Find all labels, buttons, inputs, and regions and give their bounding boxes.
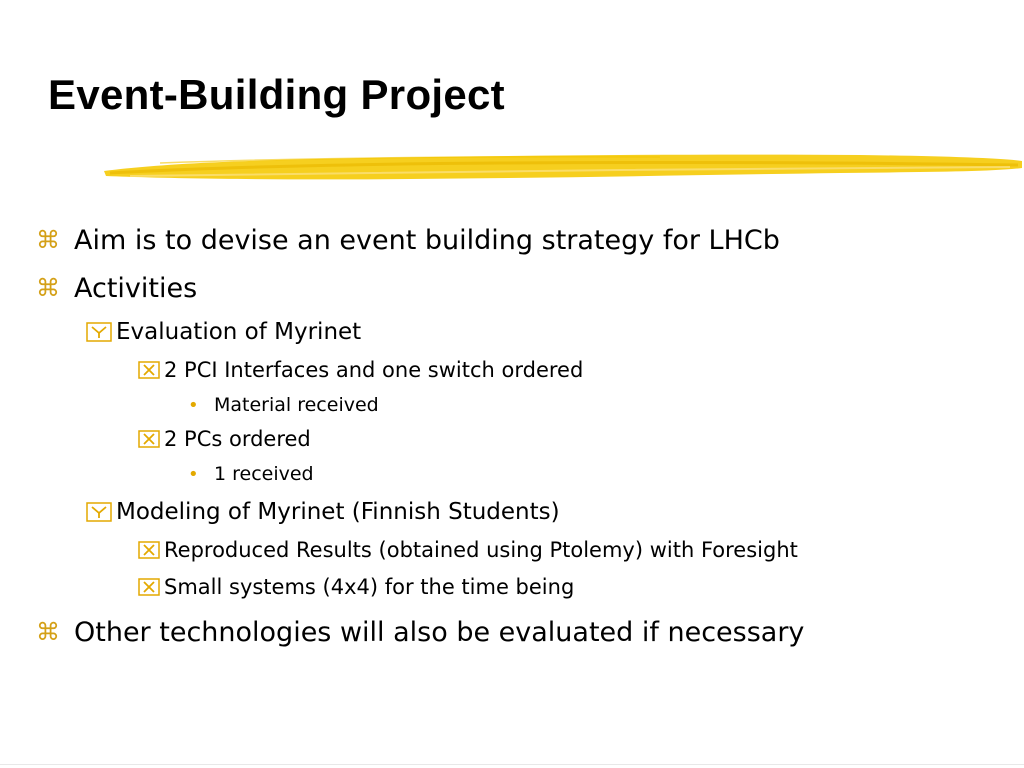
slide-title: Event-Building Project: [48, 71, 505, 118]
bullet-evaluation-text: Evaluation of Myrinet: [116, 319, 362, 345]
bullet-pci: [138, 355, 583, 385]
checkbox-x-icon: [138, 540, 164, 560]
bullet-evaluation: [86, 316, 361, 348]
bullet-small-text: Small systems (4x4) for the time being: [164, 575, 575, 599]
checkbox-x-icon: [138, 577, 164, 597]
command-key-icon: ⌘: [36, 274, 60, 302]
round-dot-icon: •: [188, 463, 199, 485]
command-key-icon: ⌘: [36, 618, 60, 646]
bullet-material: [188, 392, 379, 418]
round-dot-icon: •: [188, 394, 199, 416]
checkbox-y-icon: [86, 501, 116, 523]
checkbox-x-icon: [138, 429, 164, 449]
bullet-modeling-text: Modeling of Myrinet (Finnish Students): [116, 499, 560, 525]
bullet-activities: [36, 268, 197, 308]
bullet-other: [36, 612, 804, 652]
checkbox-y-icon: [86, 321, 116, 343]
command-key-icon: ⌘: [36, 226, 60, 254]
bottom-divider: [0, 764, 1024, 765]
bullet-small: [138, 572, 574, 602]
bullet-pcs-text: 2 PCs ordered: [164, 427, 311, 451]
bullet-received: [188, 461, 314, 487]
bullet-pci-text: 2 PCI Interfaces and one switch ordered: [164, 358, 584, 382]
brush-stroke-decoration: [100, 145, 1024, 190]
bullet-pcs: [138, 424, 311, 454]
bullet-other-text: Other technologies will also be evaluated if necessary: [74, 616, 805, 648]
bullet-aim: [36, 220, 780, 260]
checkbox-x-icon: [138, 360, 164, 380]
bullet-activities-text: Activities: [74, 272, 198, 304]
bullet-aim-text: Aim is to devise an event building strategy for LHCb: [74, 224, 780, 256]
bullet-reproduced: [138, 535, 798, 565]
bullet-received-text: 1 received: [214, 463, 314, 485]
bullet-material-text: Material received: [214, 394, 379, 416]
bullet-modeling: [86, 496, 560, 528]
bullet-reproduced-text: Reproduced Results (obtained using Ptolemy) with Foresight: [164, 538, 798, 562]
